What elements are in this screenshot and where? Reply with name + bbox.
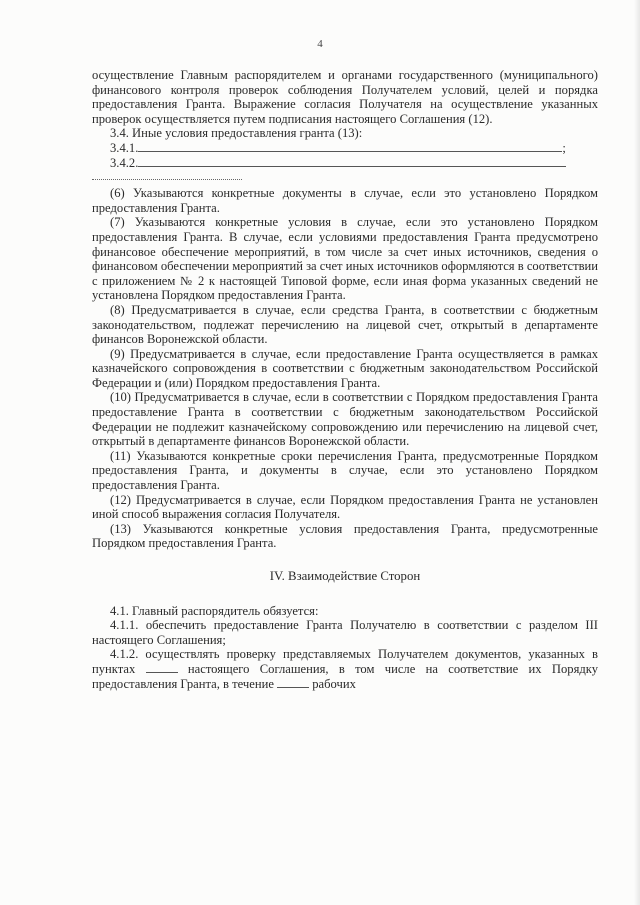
fill-line	[138, 141, 562, 152]
footnote-13: (13) Указываются конкретные условия предоставления Гранта, предусмотренные Порядком предоставления Гранта.	[92, 521, 598, 551]
clause-3-4-2-number: 3.4.2.	[110, 155, 139, 170]
clause-3-4-1	[92, 141, 598, 156]
clause-3-4-1-number: 3.4.1.	[110, 140, 139, 155]
blank-field	[277, 677, 309, 688]
footnote-6: (6) Указываются конкретные документы в случае, если это установлено Порядком предоставления Гранта.	[92, 186, 598, 215]
clause-4-1-1: 4.1.1. обеспечить предоставление Гранта Получателю в соответствии с разделом III настоящего Соглашения;	[92, 618, 598, 647]
section-title: IV. Взаимодействие Сторон	[269, 569, 421, 583]
clause-3-4-2	[92, 156, 598, 171]
footnote-8: (8) Предусматривается в случае, если средства Гранта, в соответствии с бюджетным законодательством, подлежат перечислению на лицевой счет, открытый в департаменте финансов Воронежской области.	[92, 302, 598, 347]
footnote-12: (12) Предусматривается в случае, если Порядком предоставления Гранта не установлен иной способ выражения согласия Получателя.	[92, 492, 598, 522]
footnote-7: (7) Указываются конкретные условия в случае, если это установлено Порядком предоставления Гранта. В случае, если условиями предоставления Гранта предусмотрено финансовое обеспечение мероприятий, в том числе за счет иных источников, сведения о финансовом обеспечении мероприятий за счет иных источников оформляются в соответствии с приложением № 2 к настоящей Типовой форме, если иная форма указанных сведений не установлена Порядком предоставления Гранта.	[92, 215, 599, 303]
footnote-separator	[92, 178, 242, 180]
clause-3-4-1-end: ;	[562, 140, 566, 155]
clause-4-1-2-part-b: настоящего Соглашения, в том числе на соответствие их Порядку предоставления Гранта, в течение	[92, 661, 599, 691]
intro-paragraph: осуществление Главным распорядителем и органами государственного (муниципального) финансового контроля проверок соблюдения Получателем условий, целей и порядка предоставления Гранта. Выражение согласия Получателя на осуществление указанных проверок осуществляется путем подписания настоящего Соглашения (12).	[92, 68, 598, 126]
clause-4-1-2-part-a: 4.1.2. осуществлять проверку представляемых Получателем документов, указанных в пунктах	[92, 647, 598, 676]
footnote-9: (9) Предусматривается в случае, если предоставление Гранта осуществляется в рамках казначейского сопровождения в соответствии с бюджетным законодательством Российской Федерации и (или) Порядком предоставления Гранта.	[92, 346, 598, 390]
blank-field	[146, 662, 178, 673]
page-number: 4	[317, 38, 323, 50]
page-content	[92, 68, 598, 691]
footnote-11: (11) Указываются конкретные сроки перечисления Гранта, предусмотренные Порядком предоставления Гранта, и документы в случае, если это установлено Порядком предоставления Гранта.	[92, 448, 598, 493]
clause-4-1-2	[92, 647, 598, 691]
clause-4-1: 4.1. Главный распорядитель обязуется:	[110, 603, 319, 618]
fill-line	[138, 156, 566, 167]
clause-4-1-2-part-c: рабочих	[312, 676, 356, 691]
footnote-10: (10) Предусматривается в случае, если в соответствии с Порядком предоставления Гранта предоставление Гранта в соответствии с бюджетным законодательством Российской Федерации не подлежит казначейскому сопровождению или перечислению на лицевой счет, открытый в департаменте финансов Воронежской области.	[92, 390, 598, 449]
page-edge-shadow	[634, 0, 640, 905]
clause-3-4: 3.4. Иные условия предоставления гранта (13):	[110, 126, 363, 141]
